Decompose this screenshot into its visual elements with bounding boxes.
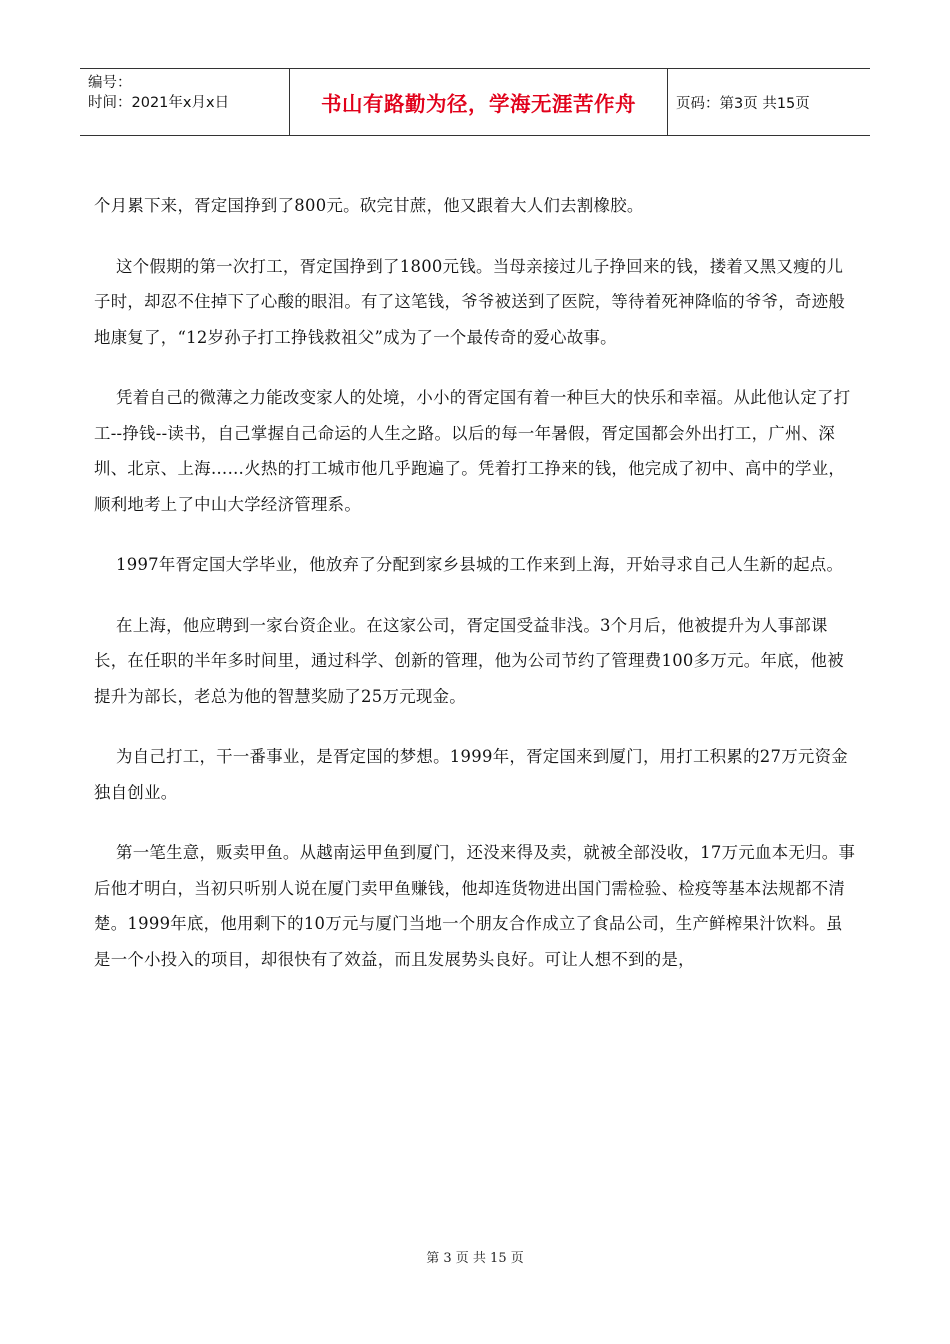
paragraph: 这个假期的第一次打工，胥定国挣到了1800元钱。当母亲接过儿子挣回来的钱，搂着又黑又瘦的儿子时，却忍不住掉下了心酸的眼泪。有了这笔钱，爷爷被送到了医院，等待着死神降临的爷爷，奇迹般地康复了，“12岁孙子打工挣钱救祖父”成为了一个最传奇的爱心故事。: [94, 256, 846, 347]
document-date: 时间：2021年x月x日: [88, 95, 230, 111]
header-meta: [80, 69, 290, 136]
page-header: [80, 68, 870, 136]
paragraph: 第一笔生意，贩卖甲鱼。从越南运甲鱼到厦门，还没来得及卖，就被全部没收，17万元血本无归。事后他才明白，当初只听别人说在厦门卖甲鱼赚钱，他却连货物进出国门需检验、检疫等基本法规都不清楚。1999年底，他用剩下的10万元与厦门当地一个朋友合作成立了食品公司，生产鲜榨果汁饮料。虽是一个小投入的项目，却很快有了效益，而且发展势头良好。可让人想不到的是，: [94, 843, 856, 969]
header-page-code: 页码：第3页 共15页: [668, 69, 871, 136]
paragraph: 凭着自己的微薄之力能改变家人的处境，小小的胥定国有着一种巨大的快乐和幸福。从此他认定了打工--挣钱--读书，自己掌握自己命运的人生之路。以后的每一年暑假，胥定国都会外出打工，广州、深圳、北京、上海……火热的打工城市他几乎跑遍了。凭着打工挣来的钱，他完成了初中、高中的学业，顺利地考上了中山大学经济管理系。: [94, 388, 851, 514]
header-motto-cell: [290, 69, 668, 136]
paragraph: 为自己打工，干一番事业，是胥定国的梦想。1999年，胥定国来到厦门，用打工积累的27万元资金独自创业。: [94, 747, 848, 802]
paragraph: 在上海，他应聘到一家台资企业。在这家公司，胥定国受益非浅。3个月后，他被提升为人事部课长，在任职的半年多时间里，通过科学、创新的管理，他为公司节约了管理费100多万元。年底，他被提升为部长，老总为他的智慧奖励了25万元现金。: [94, 615, 844, 706]
header-motto: 书山有路勤为径，学海无涯苦作舟: [321, 92, 636, 116]
page-footer: 第 3 页 共 15 页: [426, 1251, 524, 1266]
paragraph: 1997年胥定国大学毕业，他放弃了分配到家乡县城的工作来到上海，开始寻求自己人生新的起点。: [116, 555, 844, 574]
paragraph: 个月累下来，胥定国挣到了800元。砍完甘蔗，他又跟着大人们去割橡胶。: [94, 196, 644, 215]
document-body: [94, 188, 856, 1002]
document-number-label: 编号：: [88, 75, 132, 91]
